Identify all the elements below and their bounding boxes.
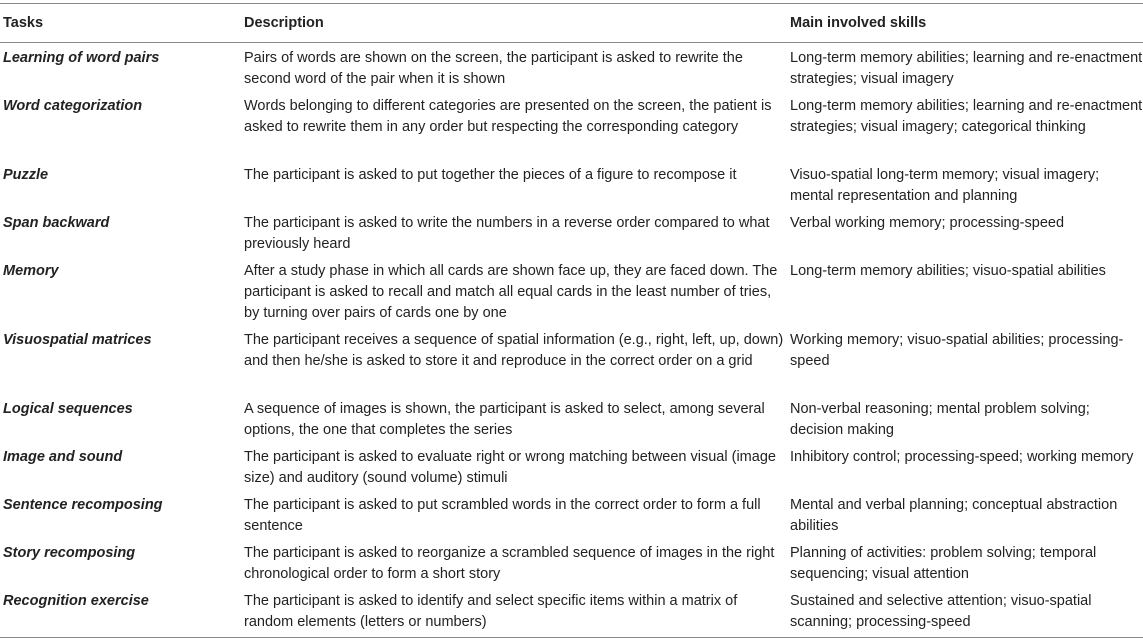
table-row bbox=[0, 90, 1143, 159]
task-name: Image and sound bbox=[3, 449, 123, 465]
task-name: Span backward bbox=[3, 215, 110, 231]
table-row bbox=[0, 324, 1143, 393]
task-name: Memory bbox=[3, 263, 59, 279]
task-description: The participant is asked to evaluate right or wrong matching between visual (image size) and auditory (sound volume) stimuli bbox=[244, 449, 776, 486]
header-skills: Main involved skills bbox=[790, 15, 927, 31]
header-row bbox=[0, 4, 1143, 42]
task-skills: Verbal working memory; processing-speed bbox=[790, 215, 1065, 231]
task-skills: Long-term memory abilities; learning and re-enactment strategies; visual imagery bbox=[790, 50, 1143, 87]
task-description: The participant is asked to put scrambled words in the correct order to form a full sentence bbox=[244, 497, 761, 534]
task-skills: Planning of activities: problem solving; temporal sequencing; visual attention bbox=[790, 545, 1097, 582]
task-name: Word categorization bbox=[3, 98, 143, 114]
task-description: Pairs of words are shown on the screen, the participant is asked to rewrite the second word of the pair when it is shown bbox=[244, 50, 743, 87]
task-skills: Visuo-spatial long-term memory; visual imagery; mental representation and planning bbox=[790, 167, 1100, 204]
task-name: Logical sequences bbox=[3, 401, 133, 417]
task-name: Visuospatial matrices bbox=[3, 332, 152, 348]
table-row bbox=[0, 537, 1143, 585]
table-row bbox=[0, 255, 1143, 324]
task-description: The participant is asked to reorganize a scrambled sequence of images in the right chronological order to form a short story bbox=[244, 545, 775, 582]
task-name: Story recomposing bbox=[3, 545, 136, 561]
task-skills: Inhibitory control; processing-speed; working memory bbox=[790, 449, 1134, 465]
task-name: Puzzle bbox=[3, 167, 49, 183]
header-tasks: Tasks bbox=[3, 15, 44, 31]
task-description: The participant is asked to identify and select specific items within a matrix of random elements (letters or numbers) bbox=[244, 593, 738, 630]
task-name: Recognition exercise bbox=[3, 593, 149, 609]
task-description: The participant is asked to put together the pieces of a figure to recompose it bbox=[244, 167, 737, 183]
header-description: Description bbox=[244, 15, 324, 31]
table-row bbox=[0, 489, 1143, 537]
tasks-table bbox=[0, 4, 1143, 633]
task-name: Sentence recomposing bbox=[3, 497, 163, 513]
task-skills: Non-verbal reasoning; mental problem solving; decision making bbox=[790, 401, 1090, 438]
table-row bbox=[0, 42, 1143, 90]
task-skills: Working memory; visuo-spatial abilities; processing-speed bbox=[790, 332, 1124, 369]
task-skills: Sustained and selective attention; visuo-spatial scanning; processing-speed bbox=[790, 593, 1092, 630]
table-row bbox=[0, 585, 1143, 633]
task-skills: Mental and verbal planning; conceptual abstraction abilities bbox=[790, 497, 1118, 534]
table-bottom-rule bbox=[0, 637, 1143, 638]
task-skills: Long-term memory abilities; visuo-spatial abilities bbox=[790, 263, 1106, 279]
table-row bbox=[0, 393, 1143, 441]
task-description: A sequence of images is shown, the participant is asked to select, among several options, the one that completes the series bbox=[244, 401, 765, 438]
table-row bbox=[0, 159, 1143, 207]
task-description: The participant receives a sequence of spatial information (e.g., right, left, up, down) and then he/she is asked to store it and reproduce in the correct order on a grid bbox=[244, 332, 784, 369]
task-skills: Long-term memory abilities; learning and re-enactment strategies; visual imagery; categorical thinking bbox=[790, 98, 1143, 135]
table-row bbox=[0, 207, 1143, 255]
task-description: The participant is asked to write the numbers in a reverse order compared to what previously heard bbox=[244, 215, 770, 252]
task-description: Words belonging to different categories are presented on the screen, the patient is asked to rewrite them in any order but respecting the corresponding category bbox=[244, 98, 772, 135]
task-description: After a study phase in which all cards are shown face up, they are faced down. The participant is asked to recall and match all equal cards in the least number of tries, by turning over pairs of cards one by one bbox=[244, 263, 778, 321]
task-name: Learning of word pairs bbox=[3, 50, 160, 66]
table-row bbox=[0, 441, 1143, 489]
